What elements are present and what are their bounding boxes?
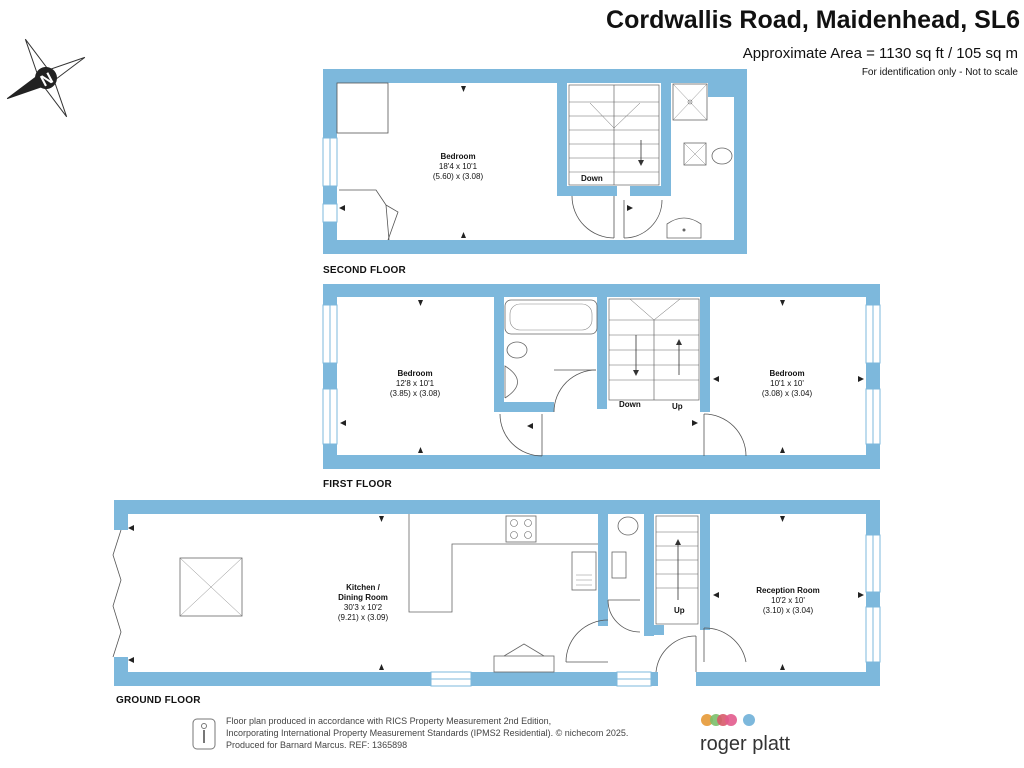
room-second-bedroom [408, 152, 508, 182]
brand-logo-dots [701, 714, 755, 726]
brand-logo-text: roger platt [700, 733, 791, 755]
room-name: Bedroom [769, 369, 805, 378]
room-kitchen-dining [313, 583, 413, 623]
room-dims: 10'2 x 10' [771, 596, 805, 605]
second-floor-label: SECOND FLOOR [323, 265, 406, 276]
room-metric: (3.08) x (3.04) [761, 389, 813, 398]
footer-line-3: Produced for Barnard Marcus. REF: 1365898 [226, 740, 408, 750]
room-metric: (3.85) x (3.08) [389, 389, 441, 398]
room-metric: (3.10) x (3.04) [762, 606, 814, 615]
stairs-down-label-first: Down [619, 400, 641, 409]
footer-note [226, 715, 628, 751]
room-metric: (5.60) x (3.08) [432, 172, 484, 181]
room-dims: 18'4 x 10'1 [438, 162, 478, 171]
room-first-bedroom-left [365, 369, 465, 399]
stairs-up-label-first: Up [672, 402, 683, 411]
identification-note: For identification only - Not to scale [861, 67, 1018, 78]
room-first-bedroom-right [737, 369, 837, 399]
person-icon [193, 719, 215, 749]
room-name: Bedroom [440, 152, 476, 161]
room-name: Bedroom [397, 369, 433, 378]
ground-floor-label: GROUND FLOOR [116, 695, 201, 706]
page-title: Cordwallis Road, Maidenhead, SL6 [606, 6, 1020, 34]
footer-line-2: Incorporating International Property Measurement Standards (IPMS2 Residential). © nichecom 2025. [226, 728, 629, 738]
approximate-area: Approximate Area = 1130 sq ft / 105 sq m [742, 45, 1018, 62]
room-dims: 10'1 x 10' [770, 379, 804, 388]
room-name: Reception Room [756, 586, 820, 595]
first-floor-label: FIRST FLOOR [323, 479, 392, 490]
room-reception [738, 586, 838, 616]
footer-line-1: Floor plan produced in accordance with RICS Property Measurement 2nd Edition, [226, 716, 552, 726]
compass-icon [0, 18, 106, 137]
stairs-down-label-second: Down [581, 174, 603, 183]
room-dims: 12'8 x 10'1 [395, 379, 435, 388]
stairs-up-label-ground: Up [674, 606, 685, 615]
room-dims: 30'3 x 10'2 [343, 603, 383, 612]
room-name-line2: Dining Room [338, 593, 388, 602]
compass-letter: N [38, 69, 57, 91]
second-floor-plan [323, 69, 747, 254]
room-metric: (9.21) x (3.09) [337, 613, 389, 622]
room-name-line1: Kitchen / [346, 583, 380, 592]
